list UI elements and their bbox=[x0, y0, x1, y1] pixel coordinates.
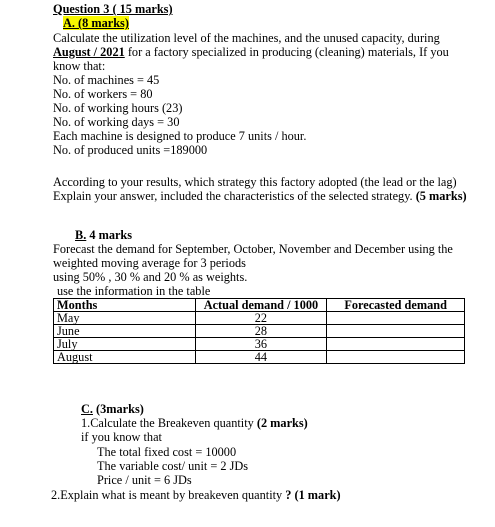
given-variable-cost: The variable cost/ unit = 2 JDs bbox=[97, 459, 249, 473]
forecast-cell bbox=[327, 338, 465, 351]
part-c-label: C. bbox=[81, 402, 93, 416]
column-header-forecasted-demand: Forecasted demand bbox=[327, 299, 465, 312]
forecast-cell bbox=[327, 351, 465, 364]
forecast-cell bbox=[327, 325, 465, 338]
forecast-cell bbox=[327, 312, 465, 325]
question-title: Question 3 ( 15 marks) bbox=[53, 2, 173, 16]
part-b-heading bbox=[75, 228, 132, 242]
actual-demand-cell: 28 bbox=[195, 325, 327, 338]
period-text: August / 2021 bbox=[53, 45, 125, 59]
part-b-line4: use the information in the table bbox=[57, 284, 211, 298]
strategy-line2 bbox=[53, 189, 467, 203]
given-fixed-cost: The total fixed cost = 10000 bbox=[97, 445, 237, 459]
part-b-line3: using 50% , 30 % and 20 % as weights. bbox=[53, 270, 248, 284]
part-c-q2 bbox=[51, 488, 341, 502]
part-a-intro-line2-rest: for a factory specialized in producing (cleaning) materials, If you bbox=[124, 45, 449, 59]
table-row bbox=[54, 325, 465, 338]
part-a-intro-line2 bbox=[53, 45, 449, 59]
strategy-marks: (5 marks) bbox=[415, 189, 467, 203]
fact-working-days: No. of working days = 30 bbox=[53, 115, 180, 129]
column-header-actual-demand: Actual demand / 1000 bbox=[195, 299, 327, 312]
part-c-q2-text: 2.Explain what is meant by breakeven quantity bbox=[51, 488, 286, 502]
actual-demand-cell: 36 bbox=[195, 338, 327, 351]
table-header-row bbox=[54, 299, 465, 312]
fact-produced-units: No. of produced units =189000 bbox=[53, 143, 208, 157]
month-cell: July bbox=[54, 338, 196, 351]
fact-machines: No. of machines = 45 bbox=[53, 73, 160, 87]
part-b-line1: Forecast the demand for September, October, November and December using the bbox=[53, 242, 453, 256]
table-row bbox=[54, 338, 465, 351]
part-c-q1-marks: (2 marks) bbox=[256, 416, 308, 430]
part-c-q2-marks: ? (1 mark) bbox=[285, 488, 341, 502]
strategy-line2-text: Explain your answer, included the characteristics of the selected strategy. bbox=[53, 189, 416, 203]
part-a-intro-line1: Calculate the utilization level of the machines, and the unused capacity, during bbox=[53, 31, 440, 45]
part-b-label: B. bbox=[75, 228, 87, 242]
part-a-heading bbox=[63, 16, 129, 30]
part-b-marks: 4 marks bbox=[86, 228, 133, 242]
table-row bbox=[54, 351, 465, 364]
actual-demand-cell: 44 bbox=[195, 351, 327, 364]
fact-workers: No. of workers = 80 bbox=[53, 87, 153, 101]
demand-table bbox=[53, 298, 465, 364]
part-c-heading bbox=[81, 402, 144, 416]
month-cell: August bbox=[54, 351, 196, 364]
table-row bbox=[54, 312, 465, 325]
fact-working-hours: No. of working hours (23) bbox=[53, 101, 183, 115]
part-c-q1 bbox=[81, 416, 308, 430]
month-cell: May bbox=[54, 312, 196, 325]
actual-demand-cell: 22 bbox=[195, 312, 327, 325]
part-a-heading-text: A. (8 marks) bbox=[63, 16, 129, 30]
month-cell: June bbox=[54, 325, 196, 338]
column-header-months: Months bbox=[54, 299, 196, 312]
fact-machine-design: Each machine is designed to produce 7 units / hour. bbox=[53, 129, 307, 143]
given-price: Price / unit = 6 JDs bbox=[97, 473, 192, 487]
strategy-line1: According to your results, which strategy this factory adopted (the lead or the lag) bbox=[53, 175, 457, 189]
part-a-intro-line3: know that: bbox=[53, 59, 106, 73]
part-c-q1-text: 1.Calculate the Breakeven quantity bbox=[81, 416, 257, 430]
part-c-marks: (3marks) bbox=[92, 402, 144, 416]
part-b-line2: weighted moving average for 3 periods bbox=[53, 256, 246, 270]
part-c-given-intro: if you know that bbox=[81, 430, 162, 444]
